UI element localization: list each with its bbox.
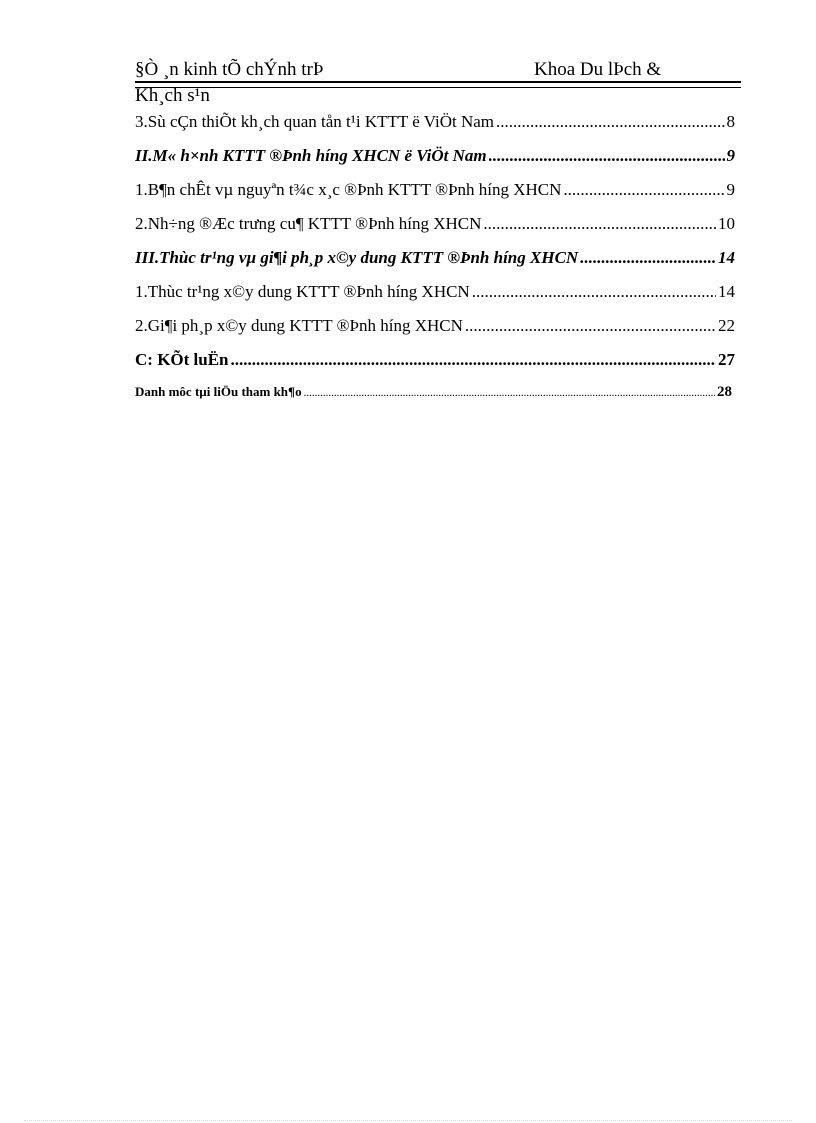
toc-entry-title: 3.Sù cÇn thiÕt kh¸ch quan tån t¹i KTTT ë ViÖt Nam xyxy=(135,112,494,131)
toc-dot-leader xyxy=(563,180,724,200)
toc-entry-title: III.Thùc tr¹ng vµ gi¶i ph¸p x©y dung KTTT ®Þnh híng XHCN xyxy=(135,248,579,267)
toc-dot-leader xyxy=(472,282,716,302)
toc-entry-title: 1.B¶n chÊt vµ nguyªn t¾c x¸c ®Þnh KTTT ®Þnh híng XHCN xyxy=(135,180,562,199)
toc-entry-title: Danh môc tµi liÖu tham kh¶o xyxy=(135,384,302,399)
toc-page-number: 22 xyxy=(718,316,735,335)
toc-section-heading[interactable] xyxy=(135,146,735,180)
toc-page-number: 10 xyxy=(718,214,735,233)
header-left-title: §Ò ¸n kinh tÕ chÝnh trÞ xyxy=(135,59,324,80)
header-right-title: Khoa Du lÞch & xyxy=(534,59,662,80)
header-continuation: Kh¸ch s¹n xyxy=(135,85,210,106)
toc-page-number: 9 xyxy=(726,146,735,165)
toc-page-number: 27 xyxy=(718,350,735,369)
toc-dot-leader xyxy=(496,112,725,132)
toc-dot-leader xyxy=(489,146,725,166)
toc-conclusion-heading[interactable] xyxy=(135,350,735,384)
toc-section-heading[interactable] xyxy=(135,248,735,282)
toc-page-number: 14 xyxy=(718,248,735,267)
toc-dot-leader xyxy=(483,214,716,234)
toc-page-number: 28 xyxy=(717,384,732,400)
header-double-rule xyxy=(135,81,741,88)
toc-references-entry[interactable] xyxy=(135,384,735,418)
toc-entry-title: 2.Nh÷ng ®Æc trưng cu¶ KTTT ®Þnh híng XHCN xyxy=(135,214,482,233)
page-header xyxy=(135,57,741,106)
toc-dot-leader xyxy=(465,316,716,336)
toc-entry-title: 2.Gi¶i ph¸p x©y dung KTTT ®Þnh híng XHCN xyxy=(135,316,463,335)
toc-entry-title: II.M« h×nh KTTT ®Þnh híng XHCN ë ViÖt Nam xyxy=(135,146,487,165)
toc-entry[interactable] xyxy=(135,316,735,350)
toc-page-number: 8 xyxy=(726,112,735,131)
toc-dot-leader xyxy=(231,350,716,370)
table-of-contents xyxy=(135,112,735,418)
page-bottom-edge xyxy=(24,1120,792,1121)
toc-entry[interactable] xyxy=(135,112,735,146)
toc-entry[interactable] xyxy=(135,214,735,248)
toc-dot-leader xyxy=(304,387,715,399)
toc-page-number: 14 xyxy=(718,282,735,301)
toc-dot-leader xyxy=(580,248,716,268)
toc-entry[interactable] xyxy=(135,282,735,316)
toc-entry-title: C: KÕt luËn xyxy=(135,350,229,369)
toc-entry[interactable] xyxy=(135,180,735,214)
toc-entry-title: 1.Thùc tr¹ng x©y dung KTTT ®Þnh híng XHCN xyxy=(135,282,470,301)
toc-page-number: 9 xyxy=(726,180,735,199)
